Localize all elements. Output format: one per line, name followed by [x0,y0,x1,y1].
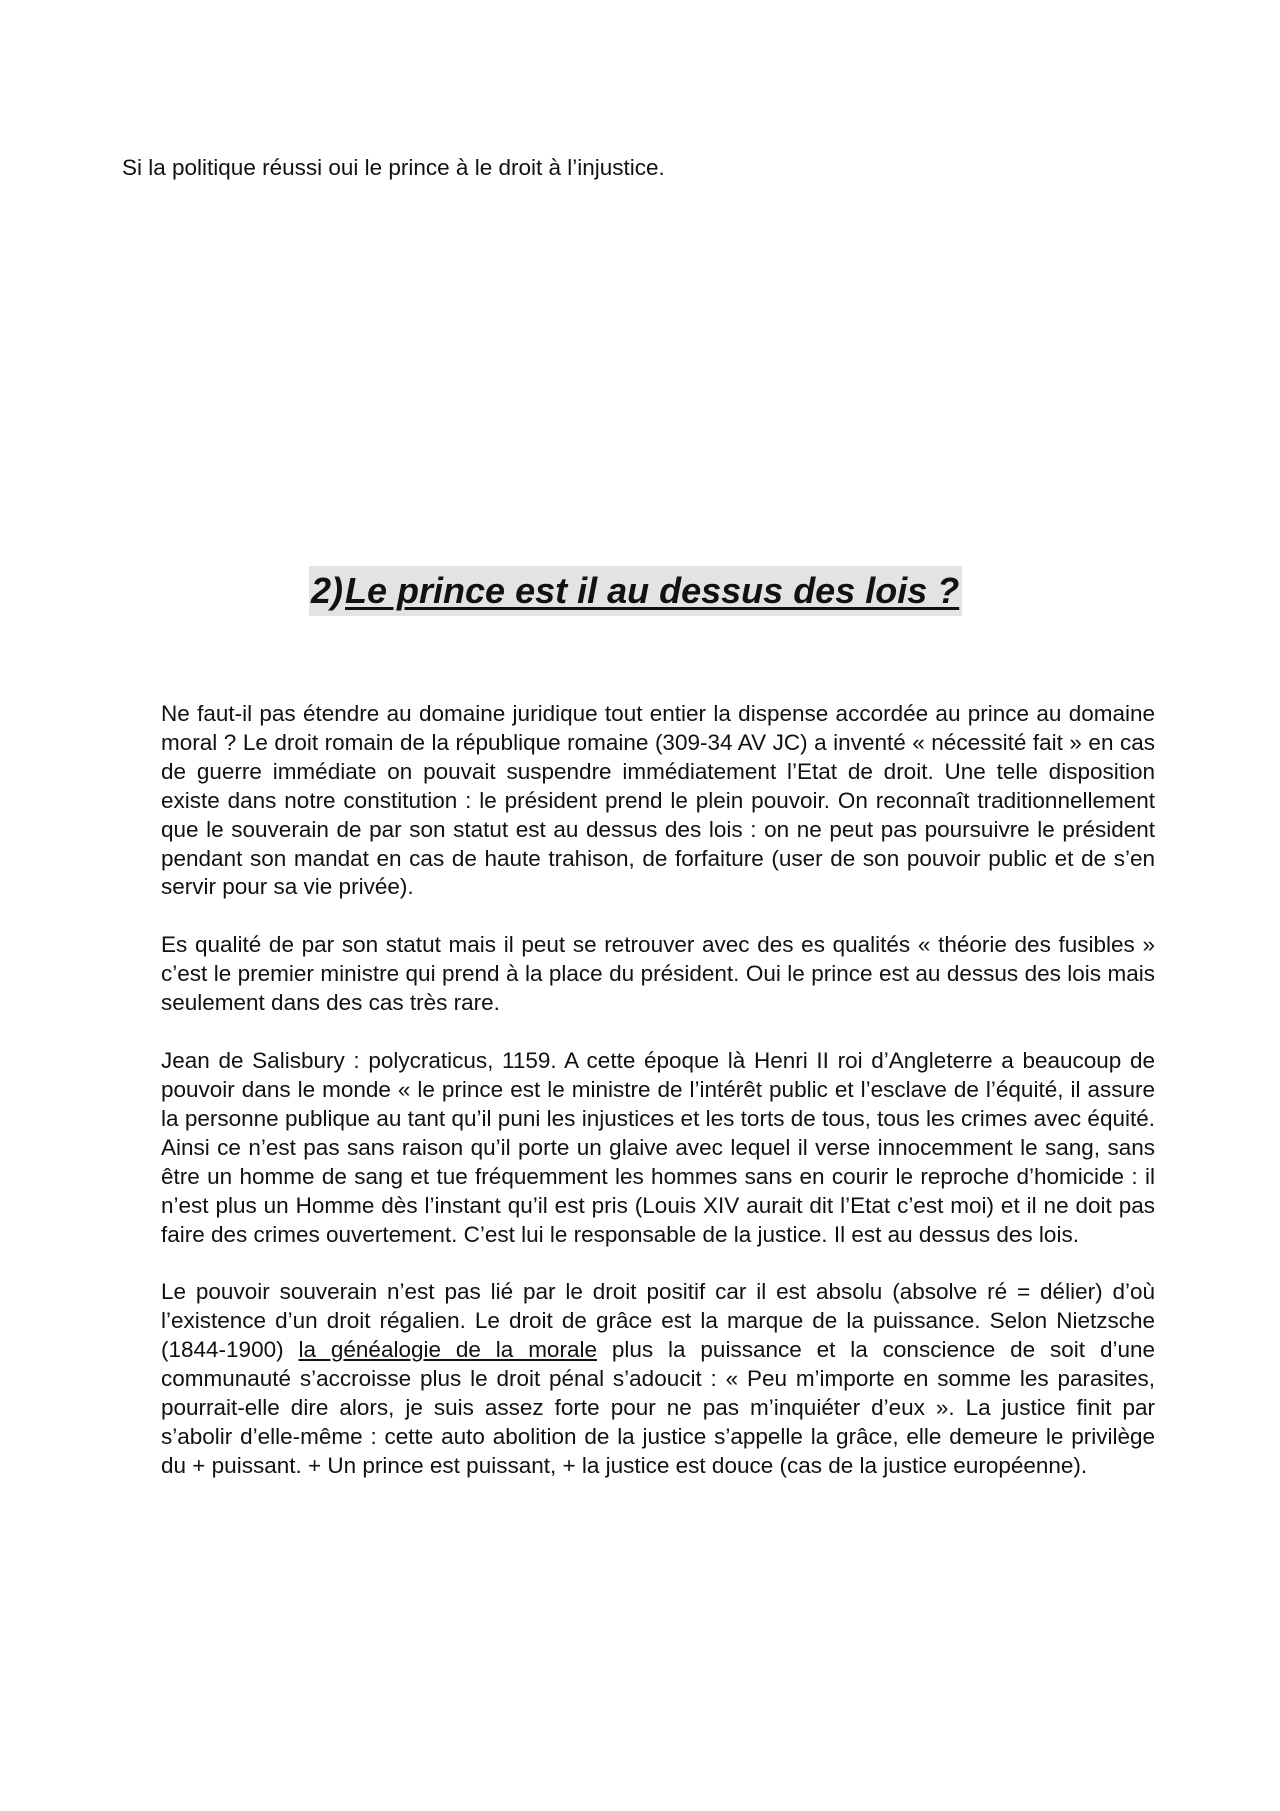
paragraph-2: Es qualité de par son statut mais il peut se retrouver avec des es qualités « théorie des fusibles » c’est le premier ministre qui prend à la place du président. Oui le prince est au dessus des lois mais seulement dans des cas très rare. [161,932,1155,1016]
paragraph-4-text-a: Le pouvoir souverain n’est pas lié par le droit positif car il est absolu (absolve ré = délier) d’où l’existence d’un droit régalien. Le droit de grâce est la marque de la puissance. Selon Nietzsche (1844-1900) [161,1279,1155,1363]
paragraph-1: Ne faut-il pas étendre au domaine juridique tout entier la dispense accordée au prince au domaine moral ? Le droit romain de la république romaine (309-34 AV JC) a inventé « nécessité fait » en cas de guerre immédiate on pouvait suspendre immédiatement l’Etat de droit. Une telle disposition existe dans notre constitution : le président prend le plein pouvoir. On reconnaît traditionnellement que le souverain de par son statut est au dessus des lois : on ne peut pas poursuivre le président pendant son mandat en cas de haute trahison, de forfaiture (user de son pouvoir public et de s’en servir pour sa vie privée). [161,701,1155,900]
paragraph-3: Jean de Salisbury : polycraticus, 1159. A cette époque là Henri II roi d’Angleterre a beaucoup de pouvoir dans le monde « le prince est le ministre de l’intérêt public et l’esclave de l’équité, il assure la personne publique au tant qu’il puni les injustices et les torts de tous, tous les crimes avec équité. Ainsi ce n’est pas sans raison qu’il porte un glaive avec lequel il verse innocemment le sang, sans être un homme de sang et tue fréquemment les hommes sans en courir le reproche d’homicide : il n’est plus un Homme dès l’instant qu’il est pris (Louis XIV aurait dit l’Etat c’est moi) et il ne doit pas faire des crimes ouvertement. C’est lui le responsable de la justice. Il est au dessus des lois. [161,1048,1155,1247]
section-heading [309,566,962,616]
paragraph-4-text-b: plus la puissance et la conscience de soit d’une communauté s’accroisse plus le droit pénal s’adoucit : « Peu m’importe en somme les parasites, pourrait-elle dire alors, je suis assez forte pour ne pas m’inquiéter d’eux ». La justice finit par s’abolir d’elle-même : cette auto abolition de la justice s’appelle la grâce, elle demeure le privilège du + puissant. + Un prince est puissant, + la justice est douce (cas de la justice européenne). [161,1337,1155,1478]
section-title: Le prince est il au dessus des lois ? [345,570,960,611]
opening-sentence: Si la politique réussi oui le prince à le droit à l’injustice. [122,155,665,180]
book-title: la généalogie de la morale [298,1337,597,1363]
section-body [161,700,1155,1510]
section-number: 2) [311,570,344,611]
paragraph-4 [161,1278,1155,1480]
